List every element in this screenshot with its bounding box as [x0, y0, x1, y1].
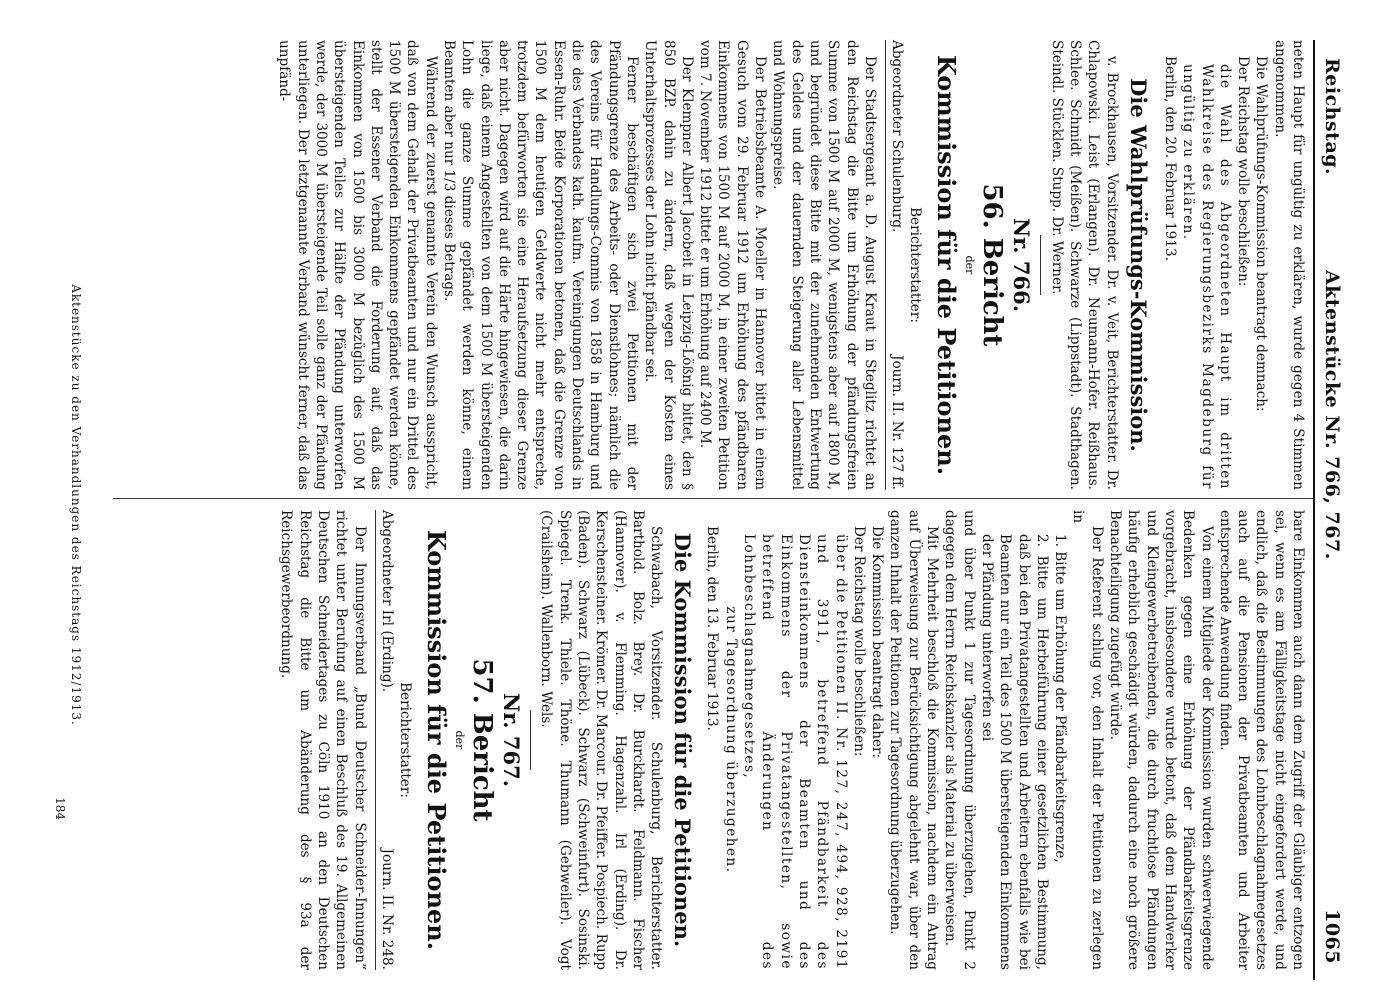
report-number: Nr. 767.	[499, 692, 525, 788]
report-title: 57. Bericht	[467, 658, 498, 822]
report-title: 56. Bericht	[977, 183, 1008, 347]
reporter-label: Berichterstatter:	[907, 207, 924, 323]
page-header	[1315, 40, 1359, 970]
resolution-text: die Wahl des Abgeordneten Haupt im dritten Wahlkreise des Regierungsbezirks Magdeburg für ungültig zu erklären.	[1180, 64, 1233, 490]
journal-number: Journ. II. Nr. 127 ff.	[889, 355, 906, 490]
paragraph: neten Haupt für ungültig zu erklären, wurde gegen 4 Stimmen angenommen.	[1271, 40, 1306, 490]
commission-title: Die Kommission für die Petitionen.	[670, 532, 696, 948]
header-page-number: 1065	[1321, 909, 1343, 964]
paragraph: Der Reichstag wolle beschließen:	[850, 526, 867, 757]
reporter-label: Berichterstatter:	[397, 682, 414, 798]
paragraph: Die Wahlprüfungs-Kommission beantragt demnach:	[1253, 56, 1270, 412]
date-line: Berlin, den 13. Februar 1913.	[704, 526, 721, 731]
paragraph: Der Betriebsbeamte A. Moeller in Hannover bittet in einem Gesuch vom 29. Februar 1912 um Erhöhung des pfändbaren Einkommens von 1500 M auf 2000 M, in einer zweiten Petition vom 7. November 1912 bittet er um Erhöhung auf 2400 M.	[697, 40, 769, 490]
right-column	[117, 510, 1307, 970]
paragraph: bare Einkommen auch dann dem Zugriff der Gläubiger entzogen sei, wenn es am Fälligkeitstage nicht eingefordert werde, und endlich, daß die Bestimmungen des Lohnbeschlagnahmegesetzes auch auf die Pensionen der Privatbeamten und Arbeiter entsprechende Anwendung finden.	[1216, 510, 1306, 970]
signatories: v. Brockhausen, Vorsitzender. Dr. v. Veit, Berichterstatter. Dr. Chlapowski. Leist (Erlangen). Dr. Neumann-Hofer. Reißhaus. Schlee. Schmidt (Meißen). Schwarze (Lippstadt). Stadthagen. Steindl. Stücklen. Stupp. Dr. Werner.	[1048, 40, 1120, 490]
paragraph: Der Klempner Albert Jacobeit in Leipzig-Lößnig bittet, den § 850 BZP. dahin zu ändern, daß wegen der Kosten eines Unterhaltsprozesses der Lohn nicht pfändbar sei.	[642, 40, 695, 490]
paragraph: Die Kommission beantragt daher:	[869, 526, 886, 759]
reporter-name: Abgeordneter Irl (Erding).	[378, 510, 395, 693]
list-item: 2. Bitte um Herbeiführung einer gesetzlichen Bestimmung, daß bei den Privatangestellten und Arbeitern ebenfalls wie bei Beamten nur ein Teil des 1500 M übersteigenden Einkommens der Pfändung unterworfen sei	[978, 534, 1050, 970]
report-number: Nr. 766.	[1009, 217, 1035, 313]
commission-title: Die Wahlprüfungs-Kommission.	[1125, 78, 1151, 452]
paragraph: Der Referent schlug vor, den Inhalt der Petitionen zu zerlegen in	[1070, 510, 1105, 970]
reporter-row	[885, 40, 906, 490]
column-divider	[113, 498, 1313, 499]
resolution-end: zur Tagesordnung überzugehen.	[722, 606, 739, 874]
paragraph: Der Innungsverband „Bund Deutscher Schneider-Innungen“ richtet unter Berufung auf einen Beschluß des 19. Allgemeinen Deutschen Schneidertages zu Cöln 1910 an den Deutschen Reichstag die Bitte um Abänderung des § 93a der Reichsgewerbeordnung.	[278, 510, 368, 970]
paragraph: Der Reichstag wolle beschließen:	[1235, 56, 1252, 287]
signatories: Schwabach, Vorsitzender. Schulenburg, Berichterstatter. Barthold. Bolz. Brey. Dr. Burckhardt. Feldmann. Fischer (Hannover). v. Flemming. Hagenzahl. Irl (Erding). Dr. Kerschensteiner. Krömer. Dr. Marcour. Dr. Pfeiffer. Pospiech. Rupp (Baden). Schwarz (Lübeck). Schwarz (Schweinfurt). Sosinski. Spiegel. Trenk. Thiele. Thöne. Thumann (Gebweiler). Vogt (Crailsheim). Wallenborn. Wels.	[538, 510, 665, 970]
left-column	[117, 40, 1307, 490]
paragraph: Mit Mehrheit beschloß die Kommission, nachdem ein Antrag auf Überweisung zur Berücksichtigung abgelehnt war, über den ganzen Inhalt der Petitionen zur Tagesordnung überzugehen.	[887, 510, 941, 970]
date-line: Berlin, den 20. Februar 1913.	[1161, 56, 1178, 261]
journal-number: Journ. II. Nr. 248.	[378, 848, 395, 970]
paragraph: und über Punkt 1 zur Tagesordnung überzugehen, Punkt 2 dagegen dem Herrn Reichskanzler als Material zu überweisen.	[942, 510, 977, 970]
footer-page-number: 184	[53, 797, 67, 820]
report-subtitle: Kommission für die Petitionen.	[422, 529, 452, 951]
report-subtitle: Kommission für die Petitionen.	[932, 54, 962, 476]
report-der: der	[453, 730, 467, 750]
footer-note: Aktenstücke zu den Verhandlungen des Reichstags 1912/1913.	[69, 284, 83, 726]
paragraph: Von einem Mitgliede der Kommission wurden schwerwiegende Bedenken gegen eine Erhöhung der Pfändbarkeitsgrenze vorgebracht, insbesondere wurde betont, daß dem Handwerker und Kleingewerbetreibenden, die durch fruchtlose Pfändungen häufig erheblich geschädigt würden, dadurch eine noch größere Benachteiligung zugefügt würde.	[1107, 510, 1215, 970]
list-item: 1. Bitte um Erhöhung der Pfändbarkeitsgrenze,	[1052, 534, 1069, 863]
resolution-text: über die Petitionen II. Nr. 127, 247, 494, 928, 2191 und 3911, betreffend Pfändbarkeit des Diensteinkommens der Beamten und des Einkommens der Privatangestellten, sowie betreffend Änderungen des Lohnbeschlagnahmegesetzes,	[741, 534, 849, 970]
paragraph: Der Stadtsergeant a. D. August Kraut in Steglitz richtet an den Reichstag die Bitte um Erhöhung der pfändungsfreien Summe von 1500 M auf 2000 M, wenigstens aber auf 1800 M, und begründet diese Bitte mit der zunehmenden Entwertung des Geldes und der dauernden Steigerung aller Lebensmittel und Wohnungspreise.	[770, 40, 878, 490]
header-center: Aktenstücke Nr. 766, 767.	[1321, 270, 1343, 560]
separator	[530, 710, 531, 770]
paragraph: Während der zuerst genannte Verein den Wunsch ausspricht, daß von dem Gehalt der Privatbeamten und nur ein Drittel des 1500 M übersteigenden Einkommens gepfändet werden könne, stellt der Essener Verband die Forderung auf, daß das Einkommen von 1500 bis 3000 M bezüglich des 1500 M übersteigenden Teiles zur Hälfte der Pfändung unterworfen werde, der 3000 M übersteigende Teil solle ganz der Pfändung unterliegen. Der letztgenannte Verband wünscht ferner, daß das unpfänd-	[276, 40, 439, 490]
separator	[1040, 235, 1041, 295]
paragraph: Ferner beschäftigen sich zwei Petitionen mit der Pfändungsgrenze des Arbeits- oder Dienstlohnes; nämlich die des Vereins für Handlungs-Commis von 1858 in Hamburg und die des Verbandes kath. kaufm. Vereinigungen Deutschlands in Essen-Ruhr. Beide Korporationen betonen, daß die Grenze von 1500 M dem heutigen Geldwerte nicht mehr entspreche, trotzdem befürworten sie eine Heraufsetzung dieser Grenze aber nicht. Dagegen wird auf die Härte hingewiesen, die darin liege, daß einem Angestellten von dem 1500 M übersteigenden Lohn die ganze Summe gepfändet werden könne, einem Beamten aber nur 1/3 dieses Betrags.	[441, 40, 640, 490]
reporter-row	[375, 510, 396, 970]
header-left: Reichstag.	[1321, 58, 1343, 176]
report-der: der	[963, 255, 977, 275]
header-rule	[1313, 40, 1315, 980]
reporter-name: Abgeordneter Schulenburg.	[889, 40, 906, 233]
